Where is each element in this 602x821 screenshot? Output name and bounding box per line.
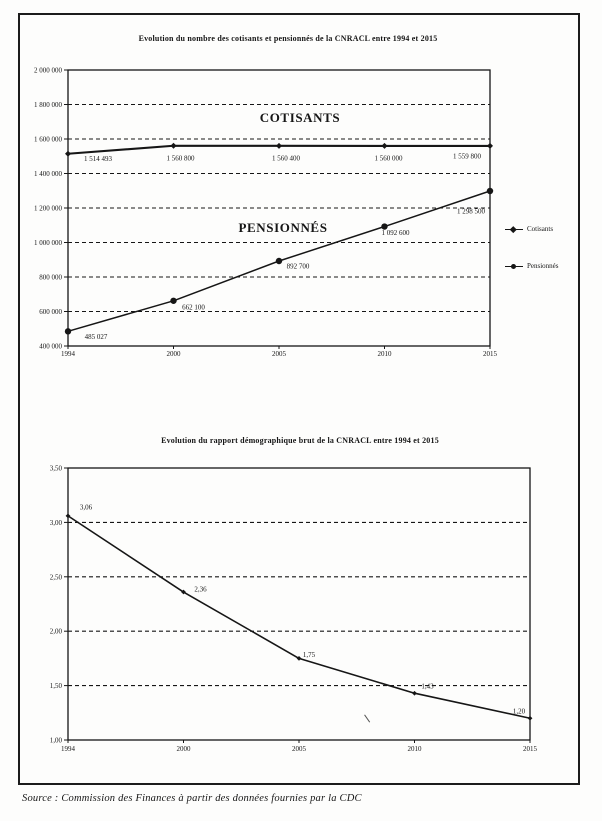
svg-text:1 400 000: 1 400 000: [34, 170, 62, 178]
svg-text:2,00: 2,00: [49, 627, 62, 636]
svg-text:1,00: 1,00: [49, 736, 62, 745]
svg-text:1 092 600: 1 092 600: [381, 229, 410, 238]
svg-text:892 700: 892 700: [286, 262, 310, 271]
svg-text:1 200 000: 1 200 000: [34, 204, 62, 213]
chart1-title: Evolution du nombre des cotisants et pensionnés de la CNRACL entre 1994 et 2015: [138, 34, 438, 43]
svg-text:2000: 2000: [166, 350, 181, 358]
svg-text:2 000 000: 2 000 000: [34, 66, 62, 75]
svg-text:1 560 000: 1 560 000: [374, 154, 403, 163]
svg-text:1,20: 1,20: [512, 707, 526, 716]
svg-text:600 000: 600 000: [39, 308, 62, 316]
svg-text:1 560 400: 1 560 400: [272, 154, 300, 163]
svg-text:400 000: 400 000: [39, 342, 62, 351]
svg-text:2015: 2015: [523, 745, 537, 753]
svg-text:1994: 1994: [61, 350, 75, 358]
svg-text:1 000 000: 1 000 000: [34, 239, 62, 247]
svg-text:485 027: 485 027: [84, 332, 108, 341]
source-note: Source : Commission des Finances à partir des données fournies par la CDC: [22, 793, 362, 804]
svg-text:1 800 000: 1 800 000: [34, 101, 62, 109]
svg-text:1994: 1994: [61, 745, 75, 753]
svg-text:3,00: 3,00: [49, 518, 62, 527]
cotisants-series-label: COTISANTS: [259, 110, 341, 125]
svg-text:2005: 2005: [292, 745, 306, 753]
svg-text:1 514 493: 1 514 493: [84, 155, 112, 164]
svg-text:2005: 2005: [272, 350, 286, 358]
svg-text:2,36: 2,36: [194, 585, 207, 594]
svg-text:662 100: 662 100: [182, 303, 205, 312]
svg-text:1,75: 1,75: [302, 650, 316, 659]
svg-text:1,43: 1,43: [421, 682, 434, 691]
svg-text:2015: 2015: [483, 350, 497, 358]
pensionnes-series-label: PENSIONNÉS: [238, 220, 328, 235]
svg-text:1 560 800: 1 560 800: [166, 154, 195, 163]
svg-text:1 559 800: 1 559 800: [453, 152, 481, 161]
svg-text:1,50: 1,50: [49, 682, 62, 691]
svg-text:800 000: 800 000: [39, 273, 62, 282]
legend-label-pensionnes: Pensionnés: [527, 262, 559, 270]
svg-text:2,50: 2,50: [49, 573, 62, 582]
svg-text:2010: 2010: [377, 350, 392, 358]
svg-text:1 600 000: 1 600 000: [34, 135, 62, 144]
chart2-title: Evolution du rapport démographique brut de la CNRACL entre 1994 et 2015: [161, 436, 439, 445]
svg-text:3,06: 3,06: [79, 503, 93, 512]
svg-text:3,50: 3,50: [49, 464, 62, 473]
svg-text:2000: 2000: [176, 745, 191, 753]
legend-label-cotisants: Cotisants: [527, 225, 554, 233]
svg-text:2010: 2010: [407, 745, 422, 753]
svg-text:1 298 500: 1 298 500: [457, 207, 485, 216]
